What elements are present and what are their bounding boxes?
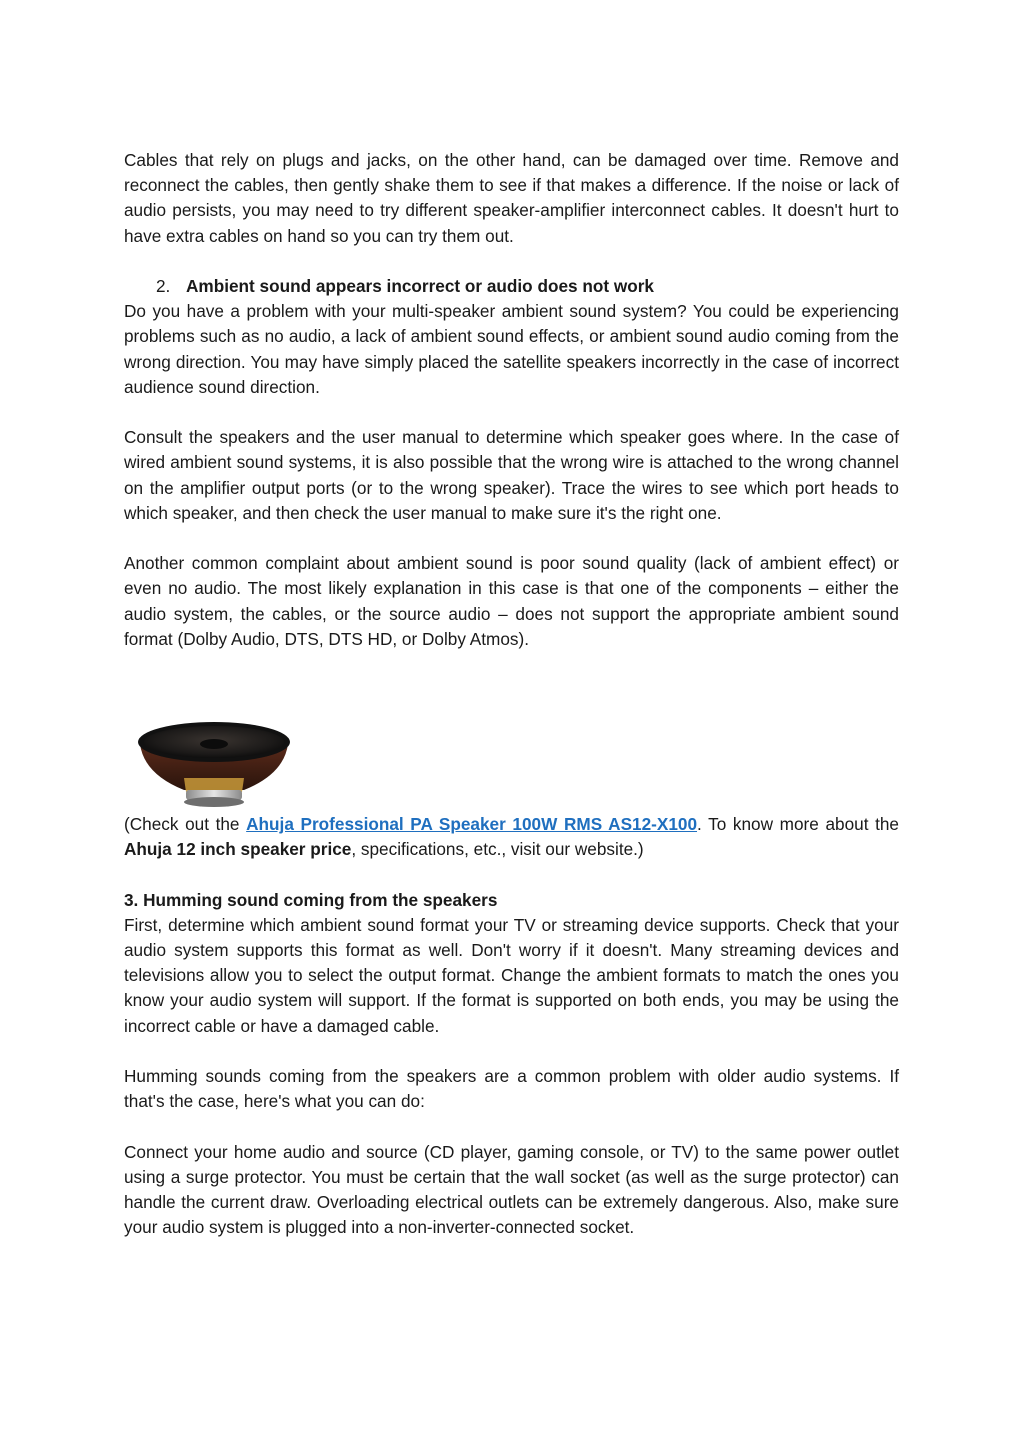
document-body	[124, 148, 899, 1240]
list-number: 2.	[156, 276, 171, 296]
promo-paragraph	[124, 812, 899, 862]
promo-prefix: (Check out the	[124, 814, 247, 835]
list-item-title: Ambient sound appears incorrect or audio does not work	[186, 276, 654, 296]
paragraph-humming: Humming sounds coming from the speakers are a common problem with older audio systems. If that's the case, here's what you can do:	[124, 1066, 899, 1112]
paragraph-format: First, determine which ambient sound format your TV or streaming device supports. Check that your audio system supports this format as well. Don't worry if it doesn't. Many streaming devices and televisions allow you to select the output format. Change the ambient formats to match the ones you know your audio system will support. If the format is supported on both ends, you may be using the incorrect cable or have a damaged cable.	[124, 914, 899, 1036]
paragraph-complaint: Another common complaint about ambient sound is poor sound quality (lack of ambient effect) or even no audio. The most likely explanation in this case is that one of the components – either the audio system, the cables, or the source audio – does not support the appropriate ambient sound format (Dolby Audio, DTS, DTS HD, or Dolby Atmos).	[124, 553, 899, 649]
promo-bold-price: Ahuja 12 inch speaker price	[124, 839, 352, 860]
paragraph-consult-manual: Consult the speakers and the user manual to determine which speaker goes where. In the case of wired ambient sound systems, it is also possible that the wrong wire is attached to the wrong channel on the amplifier output ports (or to the wrong speaker). Trace the wires to see which port heads to which speaker, and then check the user manual to make sure it's the right one.	[124, 427, 899, 523]
paragraph-surge-protector: Connect your home audio and source (CD player, gaming console, or TV) to the same power outlet using a surge protector. You must be certain that the wall socket (as well as the surge protector) can handle the current draw. Overloading electrical outlets can be extremely dangerous. Also, make sure your audio system is plugged into a non-inverter-connected socket.	[124, 1141, 899, 1238]
image-block	[124, 652, 899, 812]
section-heading-3: 3. Humming sound coming from the speakers	[124, 889, 498, 910]
speaker-image	[134, 720, 294, 810]
promo-middle: . To know more about the	[697, 814, 899, 835]
list-item-heading-2	[124, 274, 899, 299]
product-link[interactable]: Ahuja Professional PA Speaker 100W RMS AS12-X100	[246, 814, 698, 835]
promo-suffix: , specifications, etc., visit our website.)	[351, 839, 644, 860]
paragraph-cables: Cables that rely on plugs and jacks, on the other hand, can be damaged over time. Remove and reconnect the cables, then gently shake them to see if that makes a difference. If the noise or lack of audio persists, you may need to try different speaker-amplifier interconnect cables. It doesn't hurt to have extra cables on hand so you can try them out.	[124, 150, 899, 246]
paragraph-ambient-problem: Do you have a problem with your multi-speaker ambient sound system? You could be experiencing problems such as no audio, a lack of ambient sound effects, or ambient sound audio coming from the wrong direction. You may have simply placed the satellite speakers incorrectly in the case of incorrect audience sound direction.	[124, 301, 899, 397]
